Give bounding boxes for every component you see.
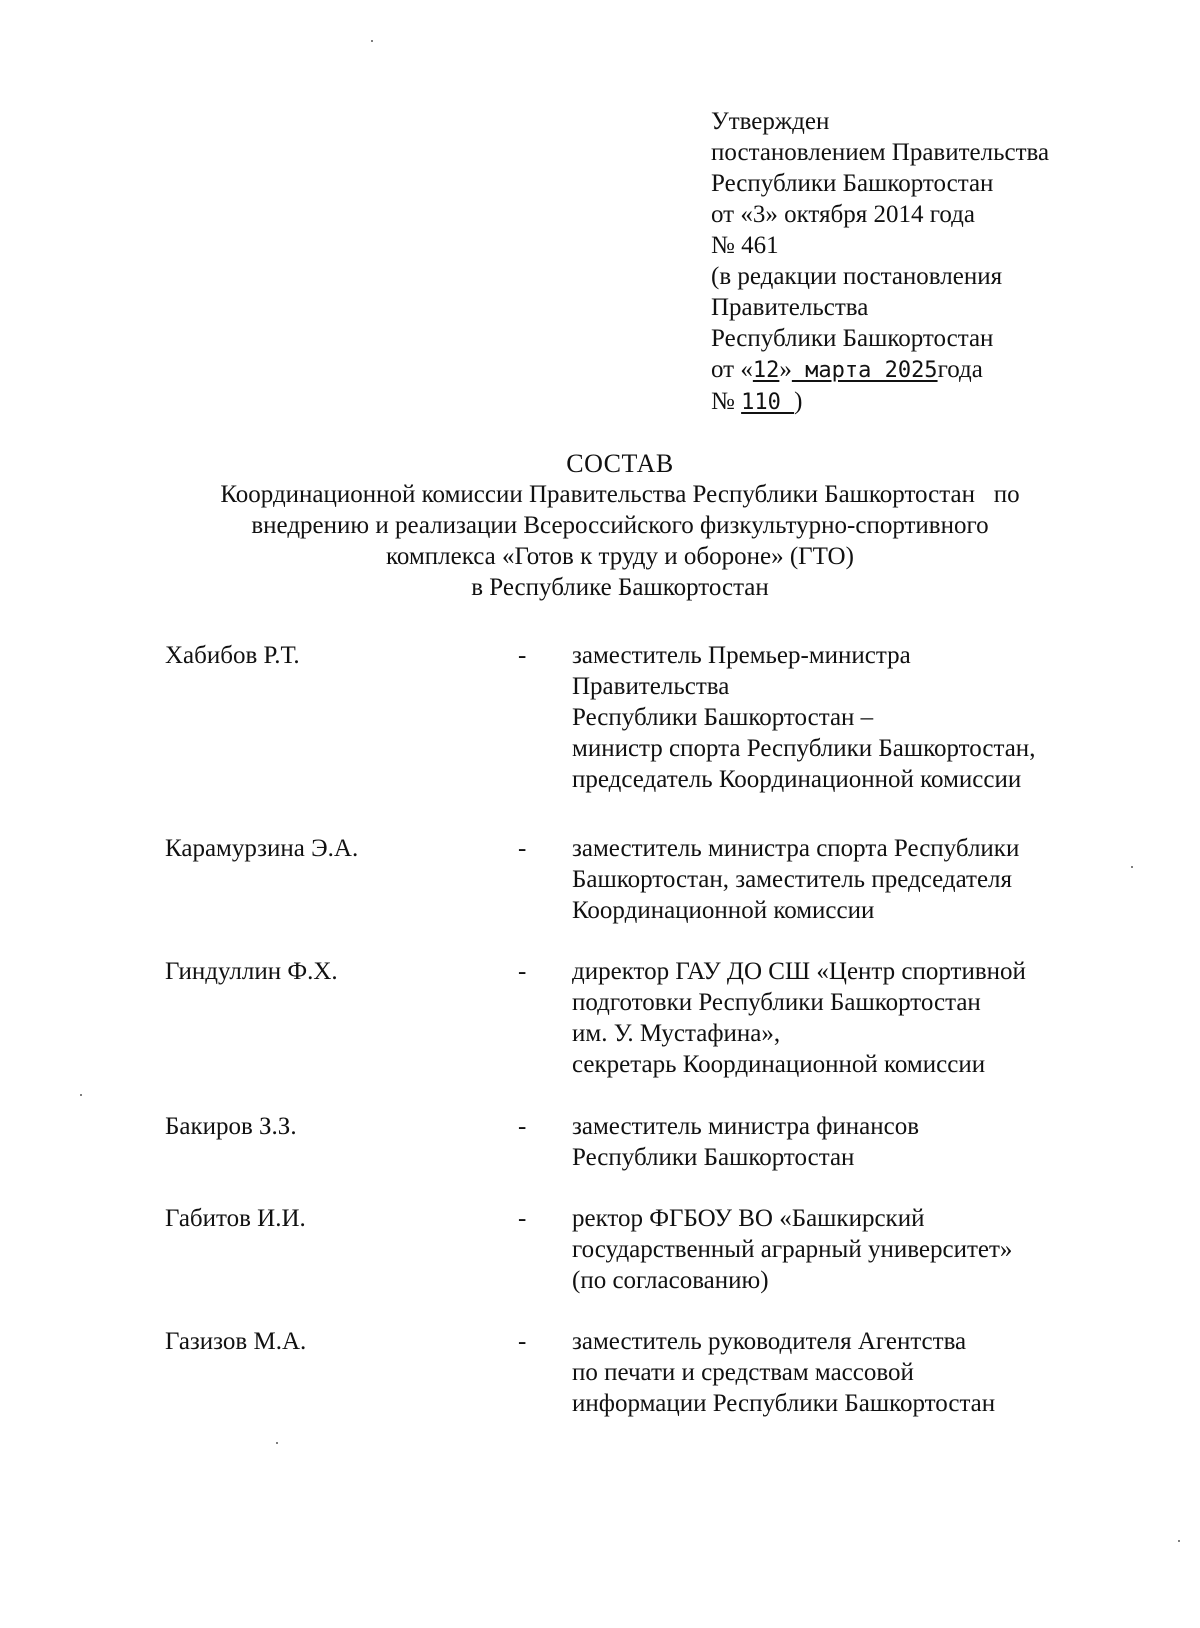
approval-line: № 461 (711, 232, 779, 259)
heading-line: комплекса «Готов к труду и обороне» (ГТО) (386, 543, 854, 570)
member-dash: - (518, 1113, 527, 1140)
member-name: Габитов И.И. (165, 1205, 306, 1232)
member-dash: - (518, 1328, 527, 1355)
role-line: заместитель Премьер-министра (572, 642, 911, 669)
amendment-number-line (711, 386, 1049, 418)
role-line: секретарь Координационной комиссии (572, 1051, 986, 1078)
member-role (572, 1326, 1132, 1419)
role-line: (по согласованию) (572, 1267, 769, 1294)
role-line: Республики Башкортостан (572, 1144, 855, 1171)
approval-line: постановлением Правительства (711, 139, 1050, 166)
role-line: Республики Башкортостан – (572, 704, 874, 731)
member-dash: - (518, 1205, 527, 1232)
heading-line: Координационной комиссии Правительства Республики Башкортостан по (220, 481, 1020, 508)
member-dash: - (518, 958, 527, 985)
number-value: 110 (741, 390, 795, 415)
heading-line: внедрению и реализации Всероссийского физкультурно-спортивного (251, 512, 989, 539)
role-line: директор ГАУ ДО СШ «Центр спортивной (572, 958, 1026, 985)
role-line: заместитель руководителя Агентства (572, 1328, 967, 1355)
role-line: по печати и средствам массовой (572, 1359, 914, 1386)
approval-line: Правительства (711, 294, 869, 321)
scan-speck (371, 40, 373, 42)
role-line: Координационной комиссии (572, 897, 875, 924)
date-day: 12 (752, 358, 780, 383)
scan-speck (1178, 1540, 1180, 1542)
member-dash: - (518, 835, 527, 862)
member-role (572, 1203, 1132, 1296)
date-prefix: от « (711, 356, 753, 383)
heading-title: СОСТАВ (566, 449, 674, 478)
role-line: министр спорта Республики Башкортостан, (572, 735, 1036, 762)
member-role (572, 1111, 1132, 1173)
date-month-year: марта 2025 (791, 358, 938, 383)
approval-line: (в редакции постановления (711, 263, 1003, 290)
approval-stamp (711, 106, 1049, 418)
role-line: Правительства (572, 673, 730, 700)
date-suffix: года (937, 356, 983, 383)
heading-line: в Республике Башкортостан (471, 574, 769, 601)
member-name: Карамурзина Э.А. (165, 835, 359, 862)
member-name: Хабибов Р.Т. (165, 642, 300, 669)
role-line: им. У. Мустафина», (572, 1020, 781, 1047)
member-dash: - (518, 642, 527, 669)
member-role (572, 640, 1132, 795)
member-name: Газизов М.А. (165, 1328, 307, 1355)
member-role (572, 956, 1132, 1080)
role-line: заместитель министра финансов (572, 1113, 920, 1140)
role-line: государственный аграрный университет» (572, 1236, 1013, 1263)
role-line: заместитель министра спорта Республики (572, 835, 1020, 862)
role-line: информации Республики Башкортостан (572, 1390, 996, 1417)
role-line: подготовки Республики Башкортостан (572, 989, 981, 1016)
role-line: ректор ФГБОУ ВО «Башкирский (572, 1205, 925, 1232)
role-line: Башкортостан, заместитель председателя (572, 866, 1013, 893)
member-name: Бакиров З.З. (165, 1113, 297, 1140)
approval-line: от «3» октября 2014 года (711, 201, 975, 228)
amendment-date-line (711, 354, 1049, 386)
approval-line: Республики Башкортостан (711, 325, 994, 352)
scan-speck (1131, 866, 1133, 868)
scan-speck (80, 1094, 82, 1096)
number-suffix: ) (794, 388, 803, 415)
number-prefix: № (711, 388, 742, 415)
date-mid: » (779, 356, 792, 383)
approval-line: Утвержден (711, 108, 830, 135)
scan-speck (276, 1442, 278, 1444)
member-name: Гиндуллин Ф.Х. (165, 958, 338, 985)
member-role (572, 833, 1132, 926)
role-line: председатель Координационной комиссии (572, 766, 1022, 793)
approval-line: Республики Башкортостан (711, 170, 994, 197)
document-heading (150, 448, 1090, 603)
